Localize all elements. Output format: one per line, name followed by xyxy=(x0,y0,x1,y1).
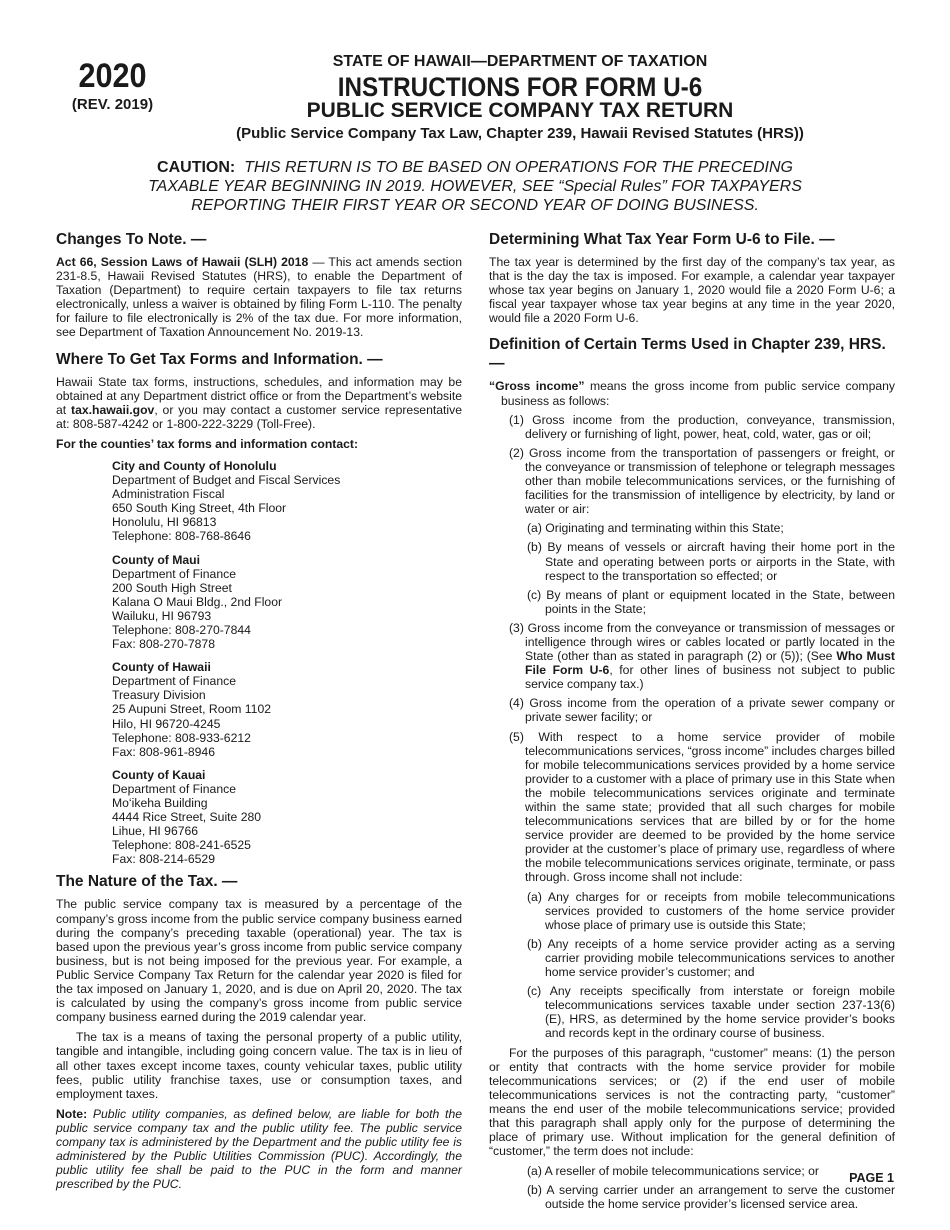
act-text: — This act amends section 231-8.5, Hawaii Revised Statutes (HRS), to enable the Department of Taxation (Department) to require certain taxpayers to file tax returns electronically, unless a waiver is obtained by filing Form L-110. The penalty for failure to file electronically is 2% of the tax due. For more information, see Department of Taxation Announcement No. 2019-13. xyxy=(56,255,462,340)
item-3-text-a: (3) Gross income from the conveyance or transmission of messages or intelligence through wires or cables located or partly located in the State (other than as stated in paragraph (2) or (5)); (See xyxy=(509,620,895,664)
document-title: INSTRUCTIONS FOR FORM U-6 xyxy=(337,72,703,102)
address-line: Telephone: 808-270-7844 xyxy=(112,622,251,637)
caution-label: CAUTION: xyxy=(157,159,236,176)
definition-subitem: (c) By means of plant or equipment located in the State, between points in the State; xyxy=(527,587,895,616)
item-3-bold: Who Must File Form U-6 xyxy=(525,649,895,678)
definition-subitem: (b) By means of vessels or aircraft having their home port in the State and operating between ports or airports in the State, with respect to the transportation so effected; or xyxy=(527,540,895,583)
address-line: Fax: 808-270-7878 xyxy=(112,637,215,652)
address-line: Telephone: 808-933-6212 xyxy=(112,730,251,745)
caution-text: THIS RETURN IS TO BE BASED ON OPERATIONS FOR THE PRECEDING TAXABLE YEAR BEGINNING IN 2019. HOWEVER, SEE “Special Rules” FOR TAXPAYERS REPORTING THEIR FIRST YEAR OR SECOND YEAR OF DOING BUSINESS. xyxy=(148,159,802,214)
address-line: Administration Fiscal xyxy=(112,487,225,502)
where-text-b: , or you may contact a customer service representative at: 808-587-4242 or 1-800-222-3229 (Toll-Free). xyxy=(56,402,462,431)
county-name: County of Maui xyxy=(112,552,201,567)
determining-heading: Determining What Tax Year Form U-6 to File. — xyxy=(489,231,835,248)
website-link[interactable]: tax.hawaii.gov xyxy=(71,402,155,417)
law-reference: (Public Service Company Tax Law, Chapter 239, Hawaii Revised Statutes (HRS)) xyxy=(236,125,804,142)
county-name: City and County of Honolulu xyxy=(112,458,277,473)
definition-subitem: (a) Originating and terminating within this State; xyxy=(527,521,784,536)
form-year: 2020 xyxy=(78,57,147,95)
right-column xyxy=(489,230,895,1217)
county-address xyxy=(112,660,462,759)
caution-notice xyxy=(140,158,810,215)
definition-item: (1) Gross income from the production, conveyance, transmission, delivery or furnishing of light, power, heat, cold, water, gas or oil; xyxy=(509,412,895,441)
gross-income-definition xyxy=(489,379,895,407)
address-line: Telephone: 808-768-8646 xyxy=(112,529,251,544)
definition-item: (4) Gross income from the operation of a private sewer company or private sewer facility; or xyxy=(509,696,895,725)
address-line: Hilo, HI 96720-4245 xyxy=(112,716,221,731)
definition-heading: Definition of Certain Terms Used in Chapter 239, HRS. — xyxy=(489,336,886,373)
address-line: Fax: 808-214-6529 xyxy=(112,852,215,867)
address-line: Mo‘ikeha Building xyxy=(112,796,208,810)
address-line: Honolulu, HI 96813 xyxy=(112,515,217,530)
where-text-a: Hawaii State tax forms, instructions, schedules, and information may be obtained at any Department district office or from the Department’s website at xyxy=(56,374,462,417)
document-header xyxy=(180,52,860,143)
where-heading: Where To Get Tax Forms and Information. — xyxy=(56,350,383,368)
definition-subitem: (b) Any receipts of a home service provider acting as a serving carrier providing mobile telecommunications services to another home service provider’s customer; and xyxy=(527,936,895,980)
gross-income-term: “Gross income” xyxy=(489,379,585,394)
definition-subitem: (c) Any receipts specifically from interstate or foreign mobile telecommunications services taxable under section 237-13(6)(E), HRS, as determined by the home service provider’s books and records kept in the ordinary course of business. xyxy=(527,984,895,1041)
department-name: STATE OF HAWAII—DEPARTMENT OF TAXATION xyxy=(332,53,708,70)
address-line: Department of Budget and Fiscal Services xyxy=(112,473,341,488)
address-line: 4444 Rice Street, Suite 280 xyxy=(112,810,262,825)
note-paragraph xyxy=(56,1107,462,1192)
customer-paragraph: For the purposes of this paragraph, “customer” means: (1) the person or entity that contracts with the home service provider for mobile telecommunications services; or (2) if the end user of mobile telecommunications services is not the contracting party, “customer” means the end user of the mobile telecommunications service; provided that this paragraph shall apply only for the purpose of determining the place of primary use. Without implication for the general definition of “customer,” the term does not include: xyxy=(489,1045,895,1159)
address-line: Department of Finance xyxy=(112,566,236,581)
changes-paragraph xyxy=(56,255,462,340)
definition-subitem: (a) Any charges for or receipts from mobile telecommunications services provided to customers of the home service provider whose place of primary use is outside this State; xyxy=(527,889,895,932)
page-number: PAGE 1 xyxy=(849,1171,894,1185)
customer-exclusion: (a) A reseller of mobile telecommunications service; or xyxy=(527,1164,819,1179)
act-label: Act 66, Session Laws of Hawaii (SLH) 2018 xyxy=(56,255,309,269)
note-text: Public utility companies, as defined below, are liable for both the public service company tax and the public utility fee. The public service company tax is administered by the Department and the public utility fee is administered by the Public Utilities Commission (PUC). Accordingly, the public utility fee shall be paid to the PUC in the form and manner prescribed by the PUC. xyxy=(56,1106,462,1192)
nature-heading: The Nature of the Tax. — xyxy=(56,873,238,891)
where-paragraph xyxy=(56,375,462,431)
address-line: Wailuku, HI 96793 xyxy=(112,608,212,623)
county-address xyxy=(112,768,462,867)
nature-paragraph-1: The public service company tax is measured by a percentage of the company’s gross income from the public service company business earned during the company’s preceding taxable (operational) year. The tax is based upon the previous year’s gross income from public service company business, but is not being imposed for the previous year. For example, a Public Service Company Tax Return for the calendar year 2020 is filed for the tax imposed on January 1, 2020, and is due on April 20, 2020. The tax is calculated by using the company’s gross income from public service company business earned during the 2019 calendar year. xyxy=(56,897,462,1025)
address-line: Department of Finance xyxy=(112,781,236,796)
county-address xyxy=(112,553,462,652)
note-label: Note: xyxy=(56,1106,88,1121)
document-subtitle: PUBLIC SERVICE COMPANY TAX RETURN xyxy=(306,99,734,122)
address-line: Lihue, HI 96766 xyxy=(112,824,199,839)
address-line: 200 South High Street xyxy=(112,580,232,595)
definition-item: (2) Gross income from the transportation of passengers or freight, or the conveyance or transmission of telephone or telegraph messages other than mobile telecommunications services, or the furnishing of facilities for the transmission of intelligence by electricity, by land or water or air: xyxy=(509,445,895,517)
gross-income-text: means the gross income from public service company business as follows: xyxy=(501,379,895,408)
definition-item xyxy=(509,621,895,691)
item-3-text-b: , for other lines of business not subject to public service company tax.) xyxy=(525,663,896,692)
county-name: County of Hawaii xyxy=(112,660,211,675)
county-address xyxy=(112,459,462,544)
nature-paragraph-2: The tax is a means of taxing the personal property of a public utility, tangible and intangible, including going concern value. The tax is in lieu of all other taxes except income taxes, county vehicular taxes, public utility fees, public utility franchise taxes, use or consumption taxes, and employment taxes. xyxy=(56,1030,462,1101)
address-line: 650 South King Street, 4th Floor xyxy=(112,501,287,516)
address-line: Telephone: 808-241-6525 xyxy=(112,838,251,853)
county-name: County of Kauai xyxy=(112,767,206,782)
address-line: Treasury Division xyxy=(112,688,206,703)
address-line: Department of Finance xyxy=(112,674,236,689)
changes-heading: Changes To Note. — xyxy=(56,231,207,248)
definition-item: (5) With respect to a home service provider of mobile telecommunications services, “gross income” includes charges billed for mobile telecommunications services provided by a home service provider to a customer with a place of primary use in this State when the mobile telecommunications services originate and terminate within the same state; provided that all such charges for mobile telecommunications services that are billed by or for the home service provider are deemed to be provided by the home service provider at the customer’s place of primary use, regardless of where the mobile telecommunications services originate, terminate, or pass through. Gross income shall not include: xyxy=(509,729,895,885)
address-line: 25 Aupuni Street, Room 1102 xyxy=(112,702,271,717)
counties-label: For the counties’ tax forms and information contact: xyxy=(56,436,359,451)
address-line: Kalana O Maui Bldg., 2nd Floor xyxy=(112,594,283,609)
customer-exclusion: (b) A serving carrier under an arrangement to serve the customer outside the home service provider’s licensed service area. xyxy=(527,1183,895,1212)
address-line: Fax: 808-961-8946 xyxy=(112,744,215,759)
revision-label: (REV. 2019) xyxy=(71,96,154,113)
form-year-block xyxy=(60,58,165,114)
left-column xyxy=(56,230,462,1197)
determining-paragraph: The tax year is determined by the first day of the company’s tax year, as that is the day the tax is imposed. For example, a calendar year taxpayer whose tax year begins on January 1, 2020 would file a 2020 Form U-6; a fiscal year taxpayer whose tax year begins at any time in the year 2020, would file a 2020 Form U-6. xyxy=(489,255,895,326)
